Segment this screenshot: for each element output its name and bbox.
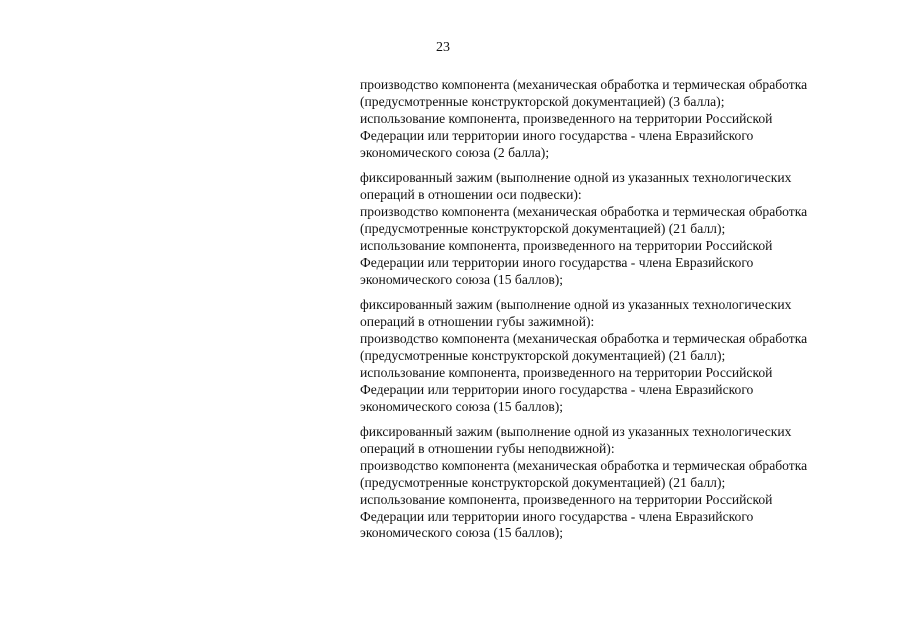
paragraph (360, 77, 880, 162)
text-line: (предусмотренные конструкторской документацией) (21 балл); (360, 347, 726, 363)
paragraph (360, 424, 880, 542)
paragraph (360, 170, 880, 288)
text-line: использование компонента, произведенного на территории Российской (360, 237, 773, 253)
text-line: Федерации или территории иного государства - члена Евразийского (360, 381, 754, 397)
text-line: производство компонента (механическая обработка и термическая обработка (360, 330, 808, 346)
text-line: экономического союза (15 баллов); (360, 525, 564, 541)
text-line: операций в отношении губы неподвижной): (360, 440, 615, 456)
text-line: Федерации или территории иного государства - члена Евразийского (360, 127, 754, 143)
text-line: производство компонента (механическая обработка и термическая обработка (360, 203, 808, 219)
page-number: 23 (436, 40, 450, 55)
paragraph (360, 297, 880, 415)
text-line: (предусмотренные конструкторской документацией) (3 балла); (360, 93, 725, 109)
text-line: производство компонента (механическая обработка и термическая обработка (360, 77, 808, 92)
text-line: использование компонента, произведенного на территории Российской (360, 110, 773, 126)
text-line: использование компонента, произведенного на территории Российской (360, 491, 773, 507)
text-line: экономического союза (15 баллов); (360, 398, 564, 414)
text-line: фиксированный зажим (выполнение одной из указанных технологических (360, 170, 792, 186)
text-line: операций в отношении оси подвески): (360, 187, 582, 203)
text-line: (предусмотренные конструкторской документацией) (21 балл); (360, 220, 726, 236)
text-line: операций в отношении губы зажимной): (360, 313, 595, 329)
text-line: производство компонента (механическая обработка и термическая обработка (360, 457, 808, 473)
text-line: Федерации или территории иного государства - члена Евразийского (360, 254, 754, 270)
text-line: (предусмотренные конструкторской документацией) (21 балл); (360, 474, 726, 490)
document-body (360, 77, 880, 551)
text-line: экономического союза (15 баллов); (360, 271, 564, 287)
text-line: фиксированный зажим (выполнение одной из указанных технологических (360, 424, 792, 439)
text-line: использование компонента, произведенного на территории Российской (360, 364, 773, 380)
text-line: Федерации или территории иного государства - члена Евразийского (360, 508, 754, 524)
text-line: экономического союза (2 балла); (360, 144, 550, 160)
text-line: фиксированный зажим (выполнение одной из указанных технологических (360, 297, 792, 313)
